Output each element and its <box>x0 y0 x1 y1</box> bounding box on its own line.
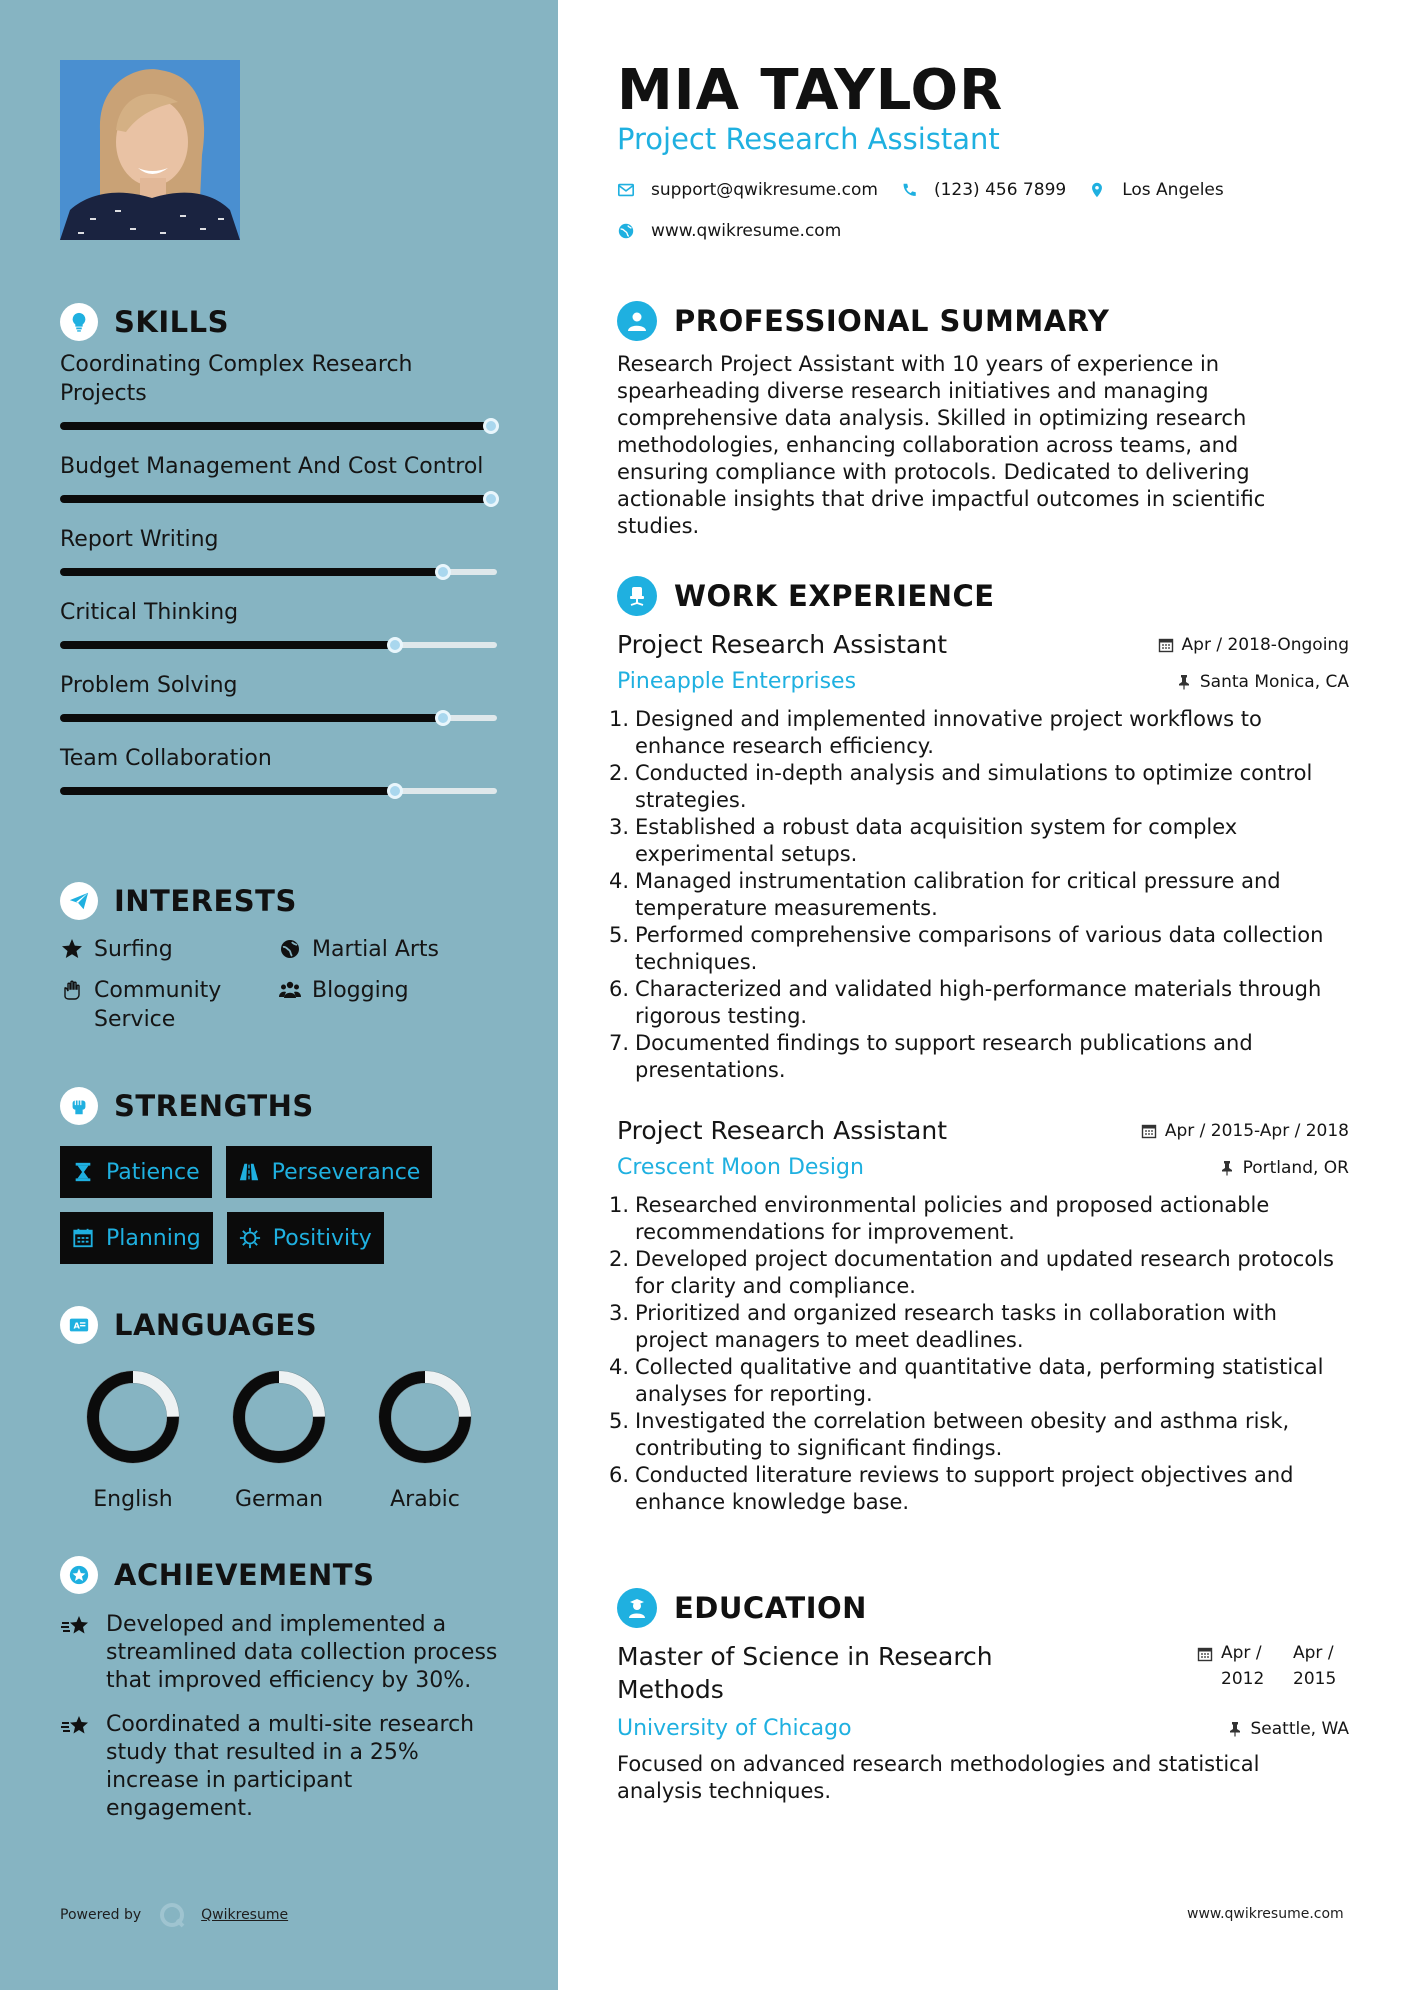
shooting-star-icon <box>60 1713 92 1741</box>
interest-item <box>60 935 278 964</box>
education-text: Focused on advanced research methodologies and statistical analysis techniques. <box>617 1752 1260 1803</box>
skill-knob <box>435 710 451 726</box>
achievements-title: ACHIEVEMENTS <box>114 1558 375 1592</box>
website-row <box>617 221 841 241</box>
summary-text: Research Project Assistant with 10 years of experience in spearheading diverse research initiatives and managing comprehensive data analysis. Skilled in optimizing research methodologies, enhancing collaboration across teams, and ensuring compliance with protocols. Dedicated to delivering actionable insights that drive impactful outcomes in scientific studies. <box>617 352 1266 538</box>
skill-knob <box>483 491 499 507</box>
duty-item <box>609 706 1349 760</box>
job-dates-text: Apr / 2018-Ongoing <box>1181 634 1349 655</box>
skill-level-bar <box>60 418 497 434</box>
language-item <box>60 1369 206 1512</box>
duty-text: Conducted literature reviews to support project objectives and enhance knowledge base. <box>635 1463 1294 1514</box>
skill-name: Budget Management And Cost Control <box>60 454 484 479</box>
duty-item <box>609 1246 1349 1300</box>
skill-level-bar <box>60 783 497 799</box>
skill-knob <box>387 637 403 653</box>
road-icon <box>238 1161 272 1183</box>
skill-name: Problem Solving <box>60 673 238 698</box>
interest-label: Surfing <box>94 937 173 962</box>
duty-item <box>609 1354 1349 1408</box>
shooting-star-icon <box>60 1613 92 1641</box>
hand-icon <box>60 978 84 1002</box>
interest-label: Martial Arts <box>312 937 440 962</box>
skill-item <box>60 452 497 507</box>
duty-item <box>609 868 1349 922</box>
duty-number: 7. <box>609 1031 630 1055</box>
duty-item <box>609 1030 1349 1084</box>
candidate-role: Project Research Assistant <box>617 122 1000 156</box>
interest-label: Community Service <box>94 978 222 1032</box>
duty-text: Designed and implemented innovative project workflows to enhance research efficiency. <box>635 707 1262 758</box>
education-section <box>617 1586 1349 1805</box>
skill-knob <box>435 564 451 580</box>
envelope-icon <box>617 181 635 199</box>
duty-number: 2. <box>609 761 630 785</box>
skill-item <box>60 350 497 434</box>
duty-item <box>609 1300 1349 1354</box>
contact-row <box>617 180 1224 200</box>
duty-number: 6. <box>609 1463 630 1487</box>
job-location-text: Portland, OR <box>1242 1157 1349 1178</box>
language-level-ring <box>377 1369 473 1465</box>
duty-text: Managed instrumentation calibration for critical pressure and temperature measurements. <box>635 869 1281 920</box>
language-name: German <box>234 1487 324 1512</box>
duty-number: 5. <box>609 923 630 947</box>
achievement-text: Developed and implemented a streamlined data collection process that improved efficiency by 30%. <box>106 1612 498 1693</box>
profile-photo <box>60 60 240 240</box>
summary-section <box>617 299 1349 540</box>
strengths-title: STRENGTHS <box>114 1089 314 1123</box>
summary-title: PROFESSIONAL SUMMARY <box>674 304 1110 338</box>
strength-badge <box>226 1146 433 1198</box>
duty-item <box>609 976 1349 1030</box>
candidate-name: MIA TAYLOR <box>617 58 1004 123</box>
strength-badge <box>60 1212 213 1264</box>
duty-list <box>609 1192 1349 1516</box>
duty-item <box>609 760 1349 814</box>
interests-section <box>60 879 500 1034</box>
language-item <box>352 1369 498 1512</box>
skill-level-bar <box>60 710 497 726</box>
interest-item <box>278 935 498 964</box>
star-icon <box>60 937 84 961</box>
education-location-text: Seattle, WA <box>1250 1718 1349 1739</box>
map-pin-icon <box>1088 181 1106 199</box>
strength-badge <box>60 1146 212 1198</box>
job-location <box>1219 1158 1349 1178</box>
duty-text: Performed comprehensive comparisons of various data collection techniques. <box>635 923 1324 974</box>
duty-number: 6. <box>609 977 630 1001</box>
duty-text: Researched environmental policies and proposed actionable recommendations for improvement. <box>635 1193 1270 1244</box>
duty-text: Characterized and validated high-performance materials through rigorous testing. <box>635 977 1322 1028</box>
duty-item <box>609 922 1349 976</box>
job-entry <box>609 630 1349 1084</box>
education-end-date: Apr / 2015 <box>1293 1643 1337 1689</box>
achievement-item <box>60 1711 500 1823</box>
duty-number: 1. <box>609 1193 630 1217</box>
languages-section <box>60 1303 500 1512</box>
award-star-icon <box>60 1556 98 1594</box>
fist-icon <box>60 1087 98 1125</box>
skill-item <box>60 671 497 726</box>
strengths-section <box>60 1084 500 1264</box>
phone-number[interactable]: (123) 456 7899 <box>933 180 1067 200</box>
phone-icon <box>900 181 918 199</box>
interest-label: Blogging <box>312 978 409 1003</box>
education-title: EDUCATION <box>674 1591 867 1625</box>
user-icon <box>617 301 657 341</box>
skill-name: Coordinating Complex Research Projects <box>60 352 413 406</box>
interest-item <box>278 976 498 1034</box>
footer-website[interactable]: www.qwikresume.com <box>1187 1906 1344 1922</box>
duty-text: Collected qualitative and quantitative data, performing statistical analyses for reporting. <box>635 1355 1324 1406</box>
graduate-icon <box>617 1588 657 1628</box>
skill-item <box>60 598 497 653</box>
pushpin-icon <box>1227 1721 1243 1737</box>
skill-level-bar <box>60 564 497 580</box>
pushpin-icon <box>1176 674 1192 690</box>
duty-number: 4. <box>609 869 630 893</box>
language-level-ring <box>85 1369 181 1465</box>
email-link[interactable]: support@qwikresume.com <box>651 180 878 200</box>
skill-level-bar <box>60 491 497 507</box>
duty-text: Prioritized and organized research tasks in collaboration with project managers to meet deadlines. <box>635 1301 1277 1352</box>
school-name: University of Chicago <box>617 1716 852 1741</box>
job-title: Project Research Assistant <box>617 630 947 659</box>
skills-title: SKILLS <box>114 305 229 339</box>
skill-level-bar <box>60 637 497 653</box>
duty-text: Developed project documentation and updated research protocols for clarity and compliance. <box>635 1247 1334 1298</box>
hourglass-icon <box>72 1161 106 1183</box>
job-dates <box>1141 1121 1349 1141</box>
strength-label: Planning <box>106 1225 201 1251</box>
experience-section <box>609 574 1349 1516</box>
qwikresume-logo-icon <box>157 1900 187 1930</box>
skill-name: Report Writing <box>60 527 219 552</box>
strength-label: Positivity <box>272 1225 372 1251</box>
qwikresume-link[interactable]: Qwikresume <box>201 1907 289 1923</box>
duty-text: Investigated the correlation between obesity and asthma risk, contributing to significant findings. <box>635 1409 1290 1460</box>
pushpin-icon <box>1219 1160 1235 1176</box>
duty-number: 5. <box>609 1409 630 1433</box>
skill-fill <box>60 568 445 576</box>
skill-fill <box>60 787 397 795</box>
company-name: Pineapple Enterprises <box>617 669 857 694</box>
education-dates <box>1197 1640 1349 1706</box>
languages-title: LANGUAGES <box>114 1308 318 1342</box>
achievement-text: Coordinated a multi-site research study that resulted in a 25% increase in participant engagement. <box>106 1712 475 1821</box>
language-name: English <box>93 1487 173 1512</box>
globe-icon <box>617 222 635 240</box>
duty-text: Documented findings to support research publications and presentations. <box>635 1031 1253 1082</box>
svg-text:A: A <box>73 1320 80 1331</box>
powered-by-label: Powered by <box>60 1907 142 1923</box>
skill-fill <box>60 714 445 722</box>
duty-number: 1. <box>609 707 630 731</box>
achievement-item <box>60 1611 500 1695</box>
skill-item <box>60 525 497 580</box>
duty-item <box>609 1192 1349 1246</box>
powered-by <box>60 1900 288 1930</box>
strength-label: Patience <box>106 1159 200 1185</box>
skill-name: Team Collaboration <box>60 746 272 771</box>
job-title: Project Research Assistant <box>617 1116 947 1145</box>
calendar-icon <box>1158 637 1174 653</box>
degree-title: Master of Science in Research Methods <box>617 1642 993 1704</box>
duty-number: 3. <box>609 1301 630 1325</box>
job-location <box>1176 672 1349 692</box>
job-location-text: Santa Monica, CA <box>1199 671 1349 692</box>
education-start-date: Apr / 2012 <box>1221 1643 1265 1689</box>
interests-title: INTERESTS <box>114 884 297 918</box>
duty-number: 2. <box>609 1247 630 1271</box>
language-icon <box>60 1306 98 1344</box>
skill-item <box>60 744 497 799</box>
sidebar <box>0 0 558 1990</box>
calendar-icon <box>1141 1123 1157 1139</box>
duty-number: 4. <box>609 1355 630 1379</box>
job-dates-text: Apr / 2015-Apr / 2018 <box>1164 1120 1349 1141</box>
office-chair-icon <box>617 576 657 616</box>
location-text: Los Angeles <box>1122 180 1224 200</box>
experience-title: WORK EXPERIENCE <box>674 579 995 613</box>
strength-badge <box>227 1212 384 1264</box>
achievements-section <box>60 1553 500 1823</box>
duty-list <box>609 706 1349 1084</box>
users-icon <box>278 978 302 1002</box>
website-link[interactable]: www.qwikresume.com <box>651 221 842 241</box>
duty-text: Established a robust data acquisition system for complex experimental setups. <box>635 815 1238 866</box>
language-name: Arabic <box>390 1487 460 1512</box>
skill-knob <box>483 418 499 434</box>
duty-item <box>609 814 1349 868</box>
strength-label: Perseverance <box>271 1159 421 1185</box>
skill-name: Critical Thinking <box>60 600 239 625</box>
duty-text: Conducted in-depth analysis and simulations to optimize control strategies. <box>635 761 1313 812</box>
skill-fill <box>60 641 397 649</box>
duty-number: 3. <box>609 815 630 839</box>
company-name: Crescent Moon Design <box>617 1155 864 1180</box>
job-dates <box>1158 635 1349 655</box>
skill-fill <box>60 495 493 503</box>
skills-section <box>60 300 500 799</box>
sun-icon <box>239 1227 273 1249</box>
globe-icon <box>278 937 302 961</box>
language-item <box>206 1369 352 1512</box>
language-level-ring <box>231 1369 327 1465</box>
education-location <box>1227 1719 1350 1739</box>
calendar-icon <box>1197 1646 1213 1662</box>
duty-item <box>609 1462 1349 1516</box>
calendar-icon <box>72 1227 106 1249</box>
skill-fill <box>60 422 493 430</box>
paper-plane-icon <box>60 882 98 920</box>
skill-knob <box>387 783 403 799</box>
lightbulb-icon <box>60 303 98 341</box>
duty-item <box>609 1408 1349 1462</box>
job-entry <box>609 1116 1349 1516</box>
interest-item <box>60 976 278 1034</box>
